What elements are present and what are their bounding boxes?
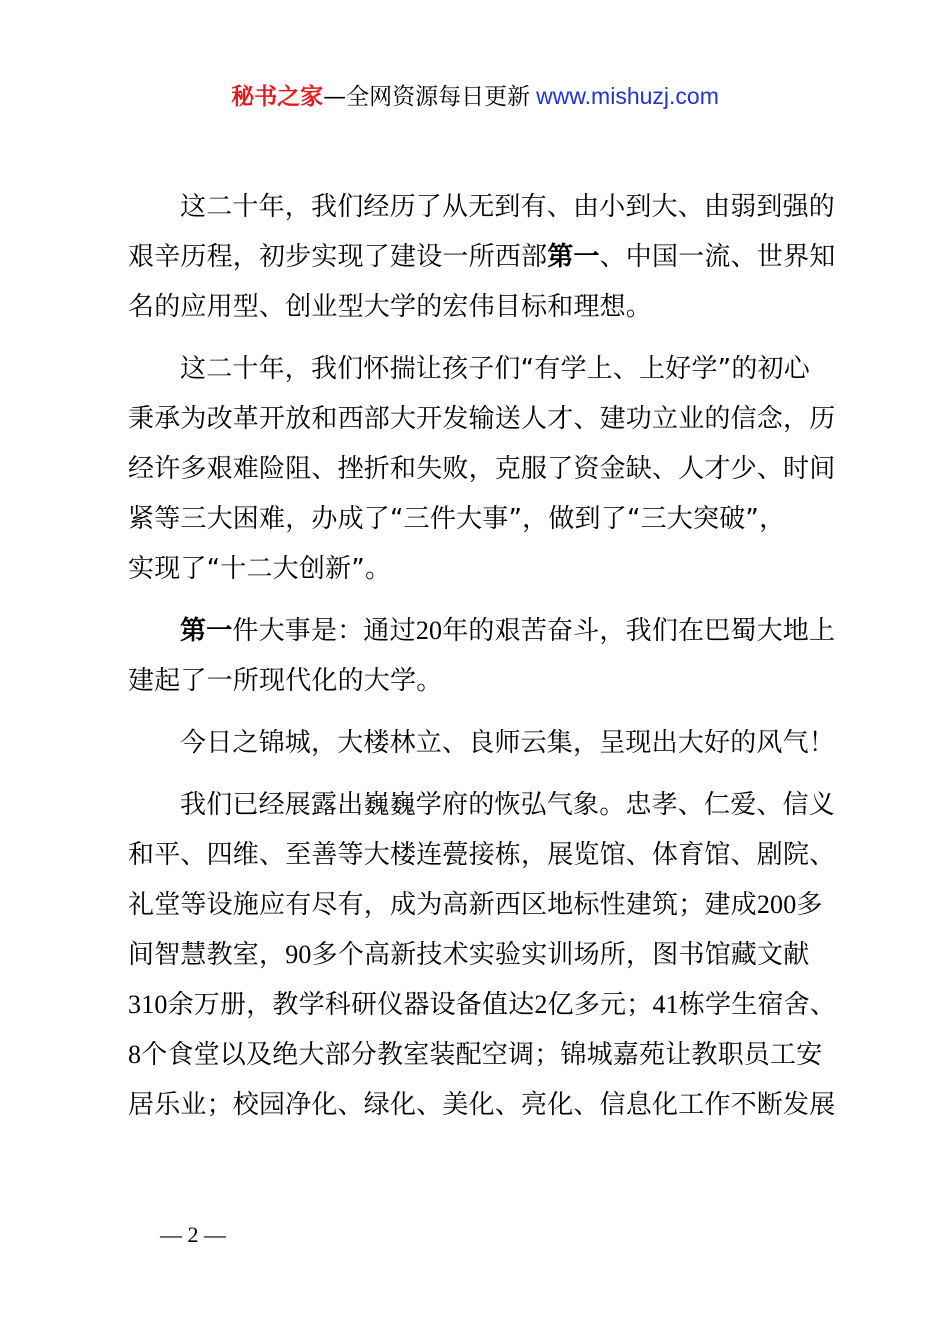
text-segment: 栋学生宿舍、 — [678, 990, 837, 1020]
paragraph-2-line-2: 秉承为改革开放和西部大开发输送人才、建功立业的信念，历 — [128, 404, 836, 434]
paragraph-5-line-2: 和平、四维、至善等大楼连甍接栋，展览馆、体育馆、剧院、 — [128, 840, 836, 870]
paragraph-3-line-2: 建起了一所现代化的大学。 — [128, 666, 443, 696]
number-text: 90 — [285, 940, 312, 969]
paragraph-2-line-4: 紧等三大困难，办成了“三件大事”，做到了“三大突破”， — [128, 504, 786, 534]
bold-text: 第一 — [547, 242, 600, 272]
paragraph-5-line-7: 居乐业；校园净化、绿化、美化、亮化、信息化工作不断发展 — [128, 1090, 836, 1120]
number-text: 200 — [756, 890, 797, 919]
paragraph-5-line-5 — [128, 980, 840, 1030]
text-segment: 亿多元； — [547, 990, 653, 1020]
number-text: 20 — [415, 616, 443, 645]
paragraph-2-line-1: 这二十年，我们怀揣让孩子们“有学上、上好学”的初心 — [180, 354, 810, 384]
text-segment: 艰辛历程，初步实现了建设一所西部 — [128, 242, 548, 272]
paragraph-5-line-3 — [128, 880, 840, 930]
paragraph-5-line-6 — [128, 1030, 840, 1080]
header-slogan: 全网资源每日更新 — [346, 84, 531, 110]
text-segment: 个食堂以及绝大部分教室装配空调；锦城嘉苑让教职员工安 — [141, 1040, 823, 1070]
paragraph-3-line-1 — [128, 606, 840, 656]
text-segment: 多个高新技术实验实训场所，图书馆藏文献 — [311, 940, 810, 970]
text-segment: 礼堂等设施应有尽有，成为高新西区地标性建筑；建成 — [128, 890, 757, 920]
paragraph-4-line-1: 今日之锦城，大楼林立、良师云集，呈现出大好的风气！ — [180, 728, 836, 758]
paragraph-5-line-1: 我们已经展露出巍巍学府的恢弘气象。忠孝、仁爱、信义 — [180, 790, 836, 820]
paragraph-1-line-2 — [128, 232, 840, 282]
header-url-link[interactable]: www.mishuzj.com — [536, 83, 719, 109]
number-text: 8 — [128, 1040, 142, 1069]
paragraph-2-line-3: 经许多艰难险阻、挫折和失败，克服了资金缺、人才少、时间 — [128, 454, 836, 484]
document-body — [128, 182, 840, 1130]
page-number: — 2 — — [160, 1222, 226, 1247]
text-segment: 间智慧教室， — [128, 940, 286, 970]
text-segment: 年的艰苦奋斗，我们在巴蜀大地上 — [442, 616, 836, 646]
paragraph-1-line-3: 名的应用型、创业型大学的宏伟目标和理想。 — [128, 292, 653, 322]
paragraph-2-line-5: 实现了“十二大创新”。 — [128, 554, 392, 584]
text-segment: 多 — [796, 890, 823, 920]
paragraph-1-line-1: 这二十年，我们经历了从无到有、由小到大、由弱到强的 — [180, 192, 836, 222]
number-text: 310 — [128, 990, 168, 1019]
number-text: 41 — [652, 990, 679, 1019]
bold-text: 第一 — [180, 616, 233, 646]
number-text: 2 — [534, 990, 548, 1019]
paragraph-5-line-4 — [128, 930, 840, 980]
text-segment: 件大事是：通过 — [232, 616, 416, 646]
text-segment: 余万册，教学科研仪器设备值达 — [167, 990, 535, 1020]
header-dash: — — [323, 84, 347, 110]
page-header — [0, 80, 950, 113]
text-segment: 、中国一流、世界知 — [599, 242, 836, 272]
brand-name: 秘书之家 — [231, 84, 324, 110]
